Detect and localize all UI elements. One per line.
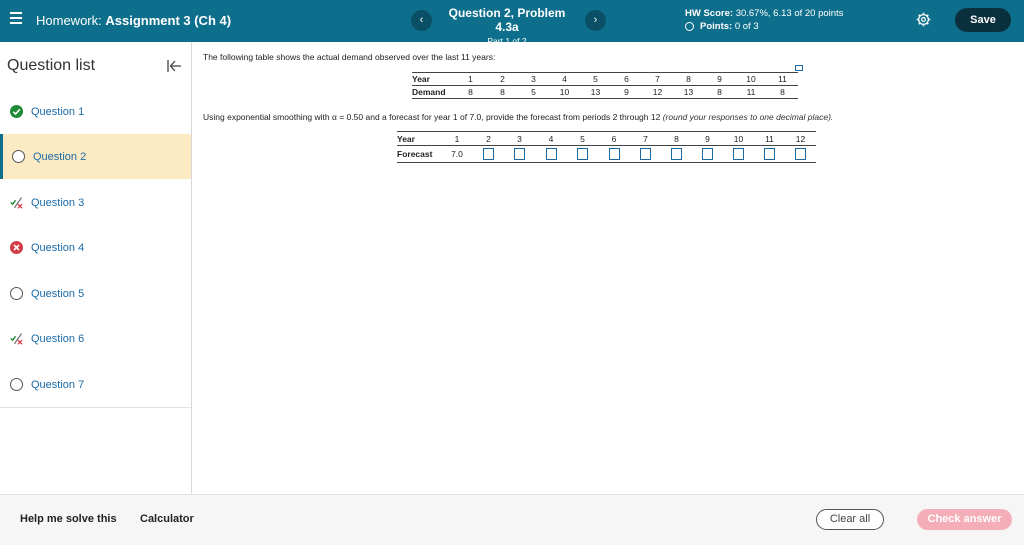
demand-value-row xyxy=(412,86,798,99)
sidebar-divider xyxy=(0,407,191,408)
year-cell: 10 xyxy=(735,73,767,86)
demand-cell: 8 xyxy=(704,86,735,99)
question-list-title: Question list xyxy=(7,57,96,74)
incorrect-x-icon xyxy=(10,241,23,254)
bottom-bar xyxy=(0,494,1024,545)
forecast-input-year-5[interactable] xyxy=(577,148,588,160)
check-answer-button[interactable]: Check answer xyxy=(917,509,1012,530)
year-cell: 1 xyxy=(454,73,487,86)
demand-cell: 8 xyxy=(487,86,518,99)
demand-year-row xyxy=(412,73,798,86)
rounding-note: (round your responses to one decimal place). xyxy=(662,112,834,122)
homework-title xyxy=(36,13,231,28)
forecast-table xyxy=(397,131,816,163)
question-item-7[interactable] xyxy=(0,362,191,407)
year-cell: 9 xyxy=(704,73,735,86)
demand-cell: 11 xyxy=(735,86,767,99)
row-label: Forecast xyxy=(397,146,441,163)
year-cell: 12 xyxy=(785,132,816,146)
row-label: Demand xyxy=(412,86,454,99)
question-label: Question 2 xyxy=(33,150,87,163)
demand-cell: 5 xyxy=(518,86,549,99)
unanswered-circle-icon xyxy=(10,378,23,391)
year-cell: 4 xyxy=(549,73,580,86)
year-cell: 4 xyxy=(535,132,567,146)
question-label: Question 3 xyxy=(31,196,85,209)
row-label: Year xyxy=(397,132,441,146)
forecast-input-year-12[interactable] xyxy=(795,148,806,160)
score-value: 30.67%, 6.13 of 20 points xyxy=(735,8,844,19)
year-cell: 9 xyxy=(692,132,723,146)
demand-cell: 10 xyxy=(549,86,580,99)
unanswered-circle-icon xyxy=(12,150,25,163)
next-question-button[interactable]: › xyxy=(585,10,606,31)
partial-credit-icon xyxy=(10,332,23,345)
points-status-icon xyxy=(685,22,694,31)
question-part: Part 1 of 2 xyxy=(487,36,527,46)
question-label: Question 7 xyxy=(31,378,85,391)
demand-cell: 8 xyxy=(454,86,487,99)
year-cell: 8 xyxy=(661,132,692,146)
instruction-text: Using exponential smoothing with α = 0.50 and a forecast for year 1 of 7.0, provide the forecast from periods 2 through 12 xyxy=(203,112,661,122)
problem-intro: The following table shows the actual demand observed over the last 11 years: xyxy=(203,52,496,62)
forecast-year-row xyxy=(397,132,816,146)
forecast-value-row xyxy=(397,146,816,163)
year-cell: 8 xyxy=(673,73,704,86)
question-item-4[interactable] xyxy=(0,225,191,270)
question-item-1[interactable] xyxy=(0,89,191,134)
year-cell: 6 xyxy=(598,132,630,146)
year-cell: 3 xyxy=(504,132,535,146)
question-list-panel xyxy=(0,42,192,494)
year-cell: 2 xyxy=(473,132,504,146)
forecast-input-year-3[interactable] xyxy=(514,148,525,160)
previous-question-button[interactable]: ‹ xyxy=(411,10,432,31)
forecast-input-year-4[interactable] xyxy=(546,148,557,160)
help-me-solve-button[interactable]: Help me solve this xyxy=(20,513,117,525)
score-label: HW Score: xyxy=(685,8,734,19)
question-content xyxy=(192,42,1024,494)
year-cell: 6 xyxy=(611,73,642,86)
question-title: Question 2, Problem 4.3a xyxy=(448,6,566,34)
demand-cell: 12 xyxy=(642,86,673,99)
demand-cell: 9 xyxy=(611,86,642,99)
question-label: Question 1 xyxy=(31,105,85,118)
unanswered-circle-icon xyxy=(10,287,23,300)
calculator-button[interactable]: Calculator xyxy=(140,513,194,525)
year-cell: 5 xyxy=(580,73,611,86)
question-item-2[interactable] xyxy=(0,134,191,179)
points-label: Points: xyxy=(700,21,733,32)
forecast-input-year-8[interactable] xyxy=(671,148,682,160)
year-cell: 5 xyxy=(567,132,598,146)
year-cell: 1 xyxy=(441,132,473,146)
year-cell: 7 xyxy=(642,73,673,86)
hw-score-panel xyxy=(685,8,843,32)
demand-cell: 13 xyxy=(580,86,611,99)
forecast-given-cell: 7.0 xyxy=(441,146,473,163)
assignment-name: Assignment 3 (Ch 4) xyxy=(105,13,232,28)
homework-prefix: Homework: xyxy=(36,13,102,28)
demand-table xyxy=(412,72,798,99)
forecast-input-year-10[interactable] xyxy=(733,148,744,160)
demand-cell: 8 xyxy=(767,86,798,99)
row-label: Year xyxy=(412,73,454,86)
year-cell: 11 xyxy=(754,132,785,146)
question-item-5[interactable] xyxy=(0,271,191,316)
question-label: Question 6 xyxy=(31,332,85,345)
forecast-input-year-6[interactable] xyxy=(609,148,620,160)
forecast-input-year-11[interactable] xyxy=(764,148,775,160)
partial-credit-icon xyxy=(10,196,23,209)
collapse-sidebar-icon[interactable] xyxy=(166,58,182,74)
forecast-input-year-7[interactable] xyxy=(640,148,651,160)
top-bar xyxy=(0,0,1024,46)
question-item-3[interactable] xyxy=(0,180,191,225)
correct-check-icon xyxy=(10,105,23,118)
year-cell: 3 xyxy=(518,73,549,86)
year-cell: 10 xyxy=(723,132,754,146)
question-item-6[interactable] xyxy=(0,316,191,361)
clear-all-button[interactable]: Clear all xyxy=(816,509,884,530)
year-cell: 2 xyxy=(487,73,518,86)
save-button[interactable]: Save xyxy=(955,8,1011,32)
menu-icon[interactable] xyxy=(10,12,22,24)
question-label: Question 4 xyxy=(31,241,85,254)
points-value: 0 of 3 xyxy=(734,21,759,32)
problem-instruction xyxy=(203,112,833,122)
demand-cell: 13 xyxy=(673,86,704,99)
gear-icon[interactable] xyxy=(916,12,931,27)
question-label: Question 5 xyxy=(31,287,85,300)
question-heading xyxy=(438,6,576,46)
forecast-input-year-9[interactable] xyxy=(702,148,713,160)
year-cell: 7 xyxy=(630,132,661,146)
year-cell: 11 xyxy=(767,73,798,86)
copy-table-icon[interactable] xyxy=(795,65,803,71)
forecast-input-year-2[interactable] xyxy=(483,148,494,160)
